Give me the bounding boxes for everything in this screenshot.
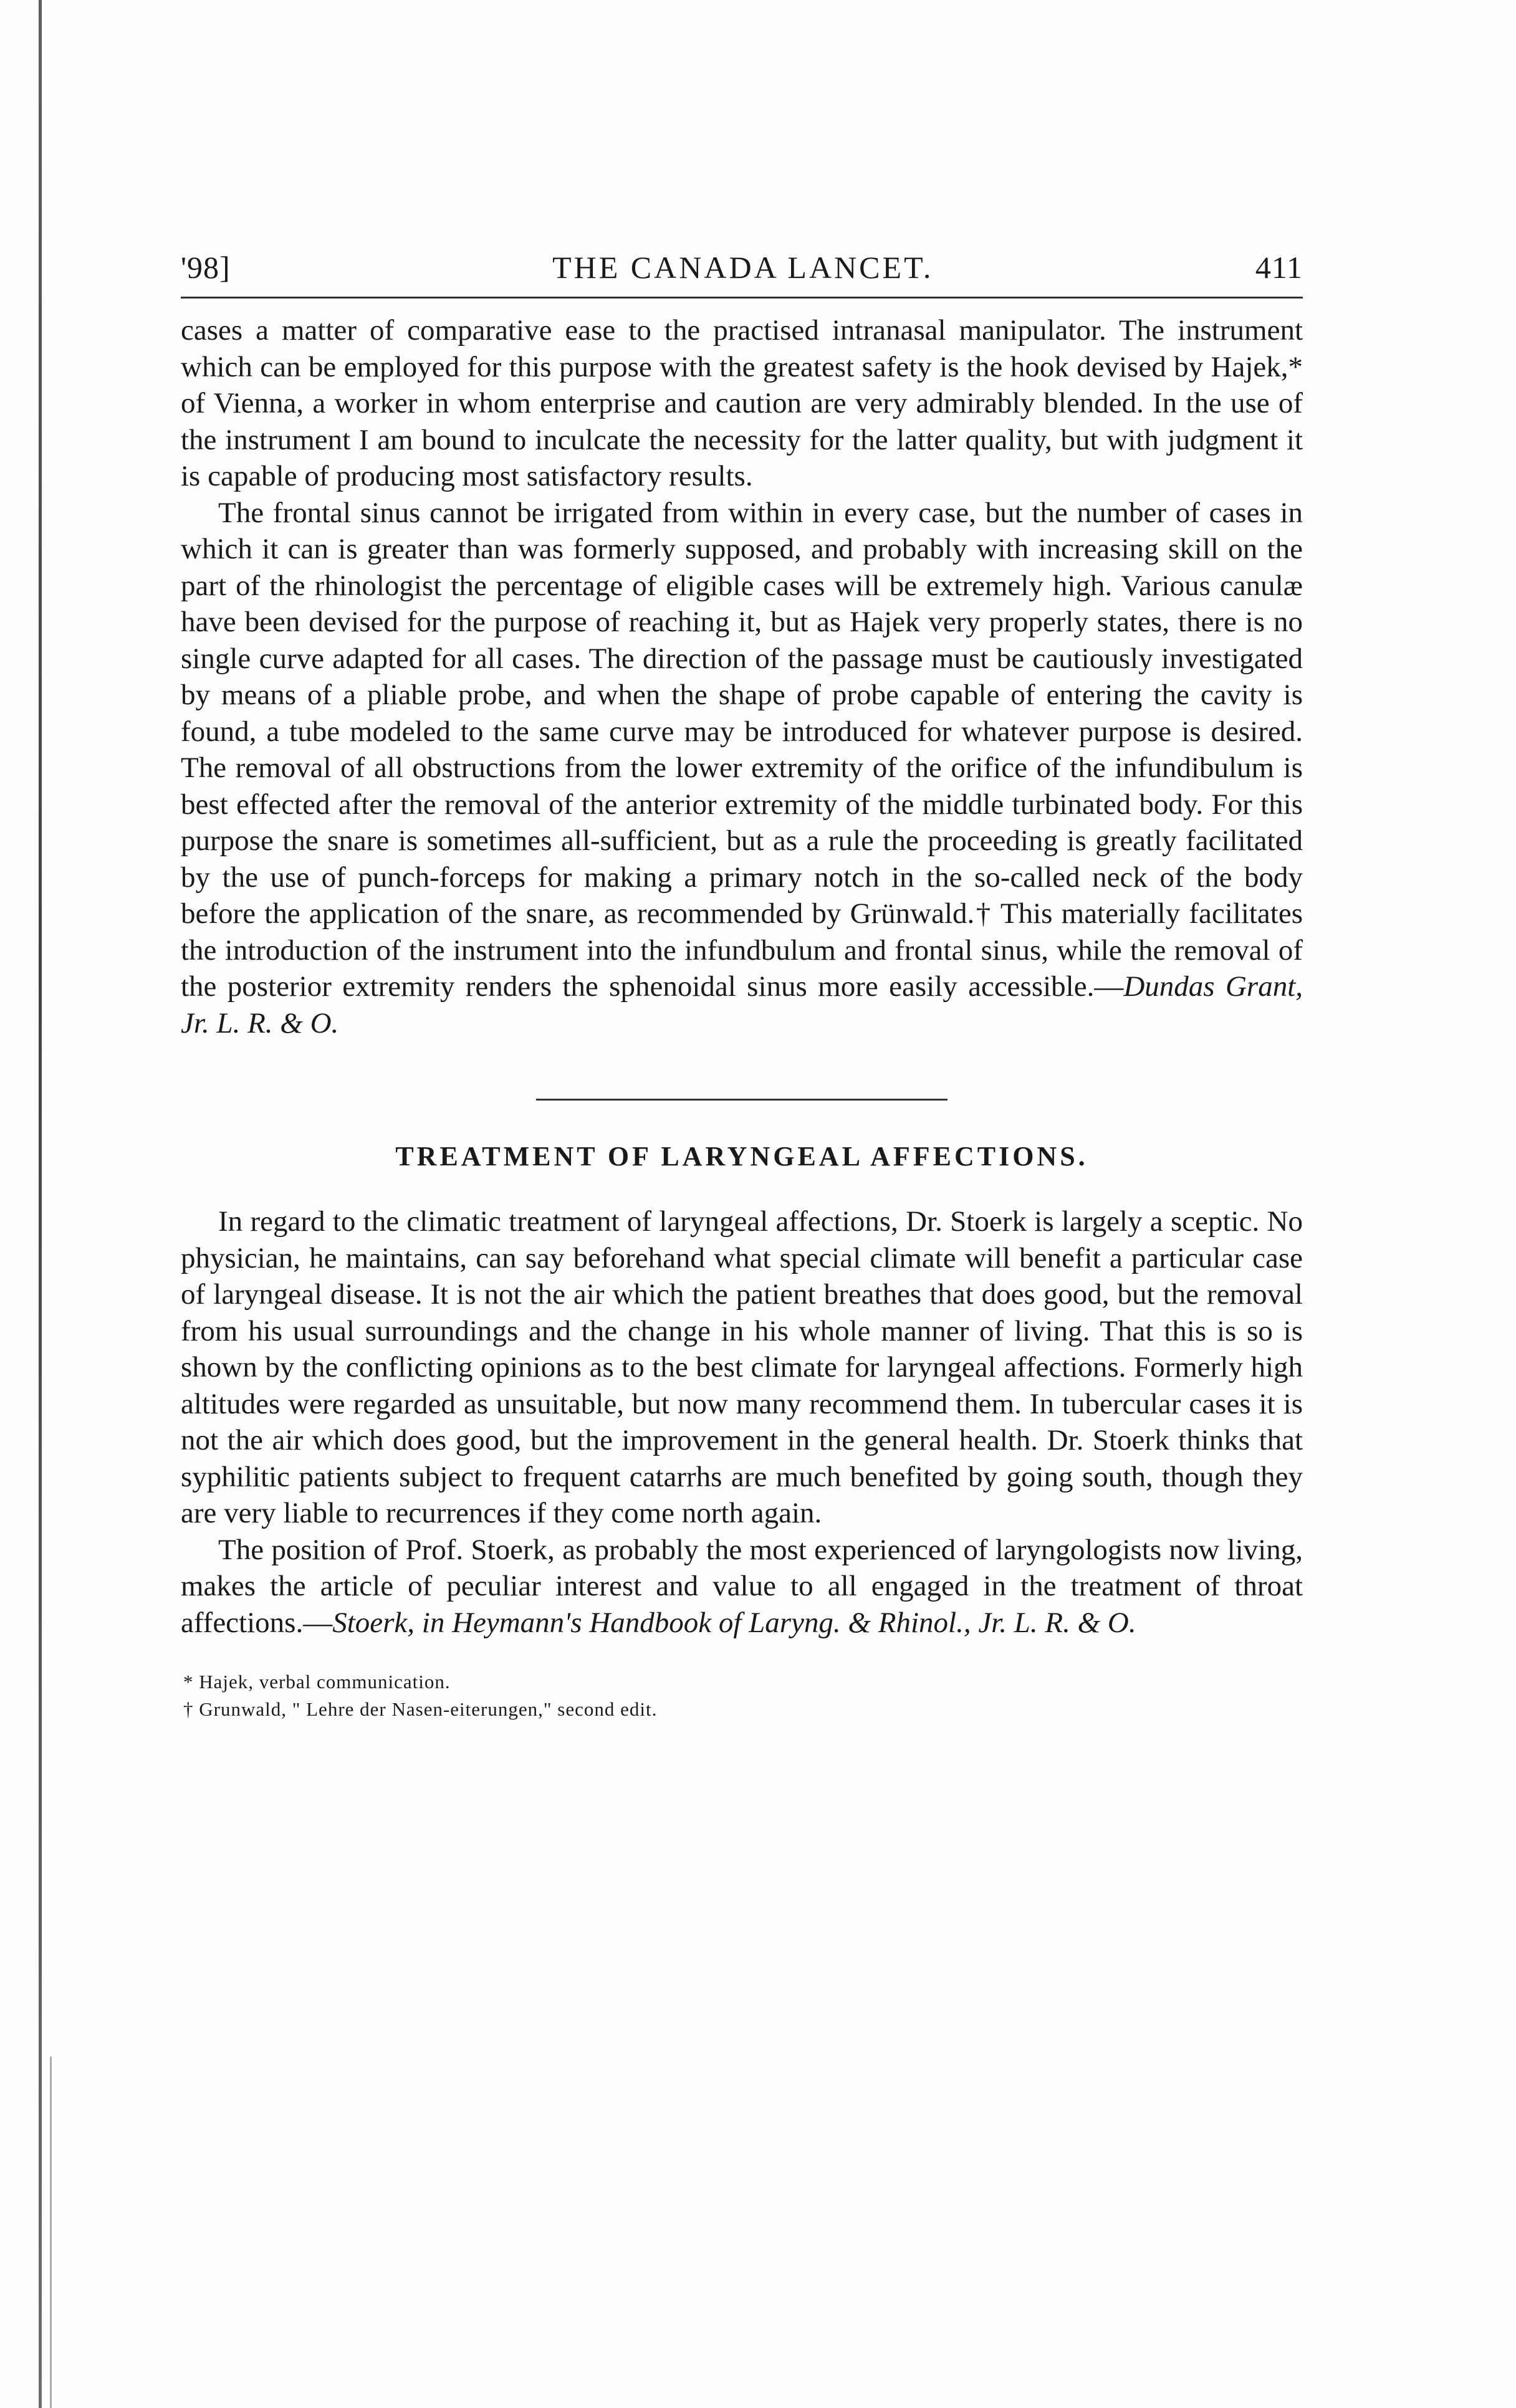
paragraph-frontal-sinus [181,495,1303,1042]
binding-edge-line [39,0,42,2408]
page-number: 411 [1255,250,1303,285]
journal-page [181,249,1303,1723]
journal-title: THE CANADA LANCET. [552,250,934,285]
footnotes [181,1668,1303,1723]
paragraph-climatic-treatment [181,1203,1303,1532]
running-header [181,249,1303,299]
paragraph-text: The position of Prof. Stoerk, as probably the most experienced of laryngologists now living, makes the article of peculiar interest and value to all engaged in the treatment of throat affections.— [181,1533,1303,1639]
paragraph-continuation [181,312,1303,495]
section-divider [536,1099,947,1101]
paragraph-text: cases a matter of comparative ease to the practised intranasal manipulator. The instrument which can be employed for this purpose with the greatest safety is the hook devised by Hajek,* of Vienna, a worker in whom enterprise and caution are very admirably blended. In the use of the instrument I am bound to inculcate the necessity for the latter quality, but with judgment it is capable of producing most satisfactory results. [181,314,1303,492]
header-year: '98] [181,250,231,285]
section-heading: TREATMENT OF LARYNGEAL AFFECTIONS. [395,1141,1088,1172]
paragraph-text: In regard to the climatic treatment of laryngeal affections, Dr. Stoerk is largely a sceptic. No physician, he maintains, can say beforehand what special climate will benefit a particular case of laryngeal disease. It is not the air which the patient breathes that does good, but the removal from his usual surroundings and the change in his whole manner of living. That this is so is shown by the conflicting opinions as to the best climate for laryngeal affections. Formerly high altitudes were regarded as unsuitable, but now many recommend them. In tubercular cases it is not the air which does good, but the improvement in the general health. Dr. Stoerk thinks that syphilitic patients subject to frequent catarrhs are much benefited by going south, though they are very liable to recurrences if they come north again. [181,1205,1303,1529]
paragraph-stoerk-position [181,1532,1303,1641]
citation-reference: Stoerk, in Heymann's Handbook of Laryng. & Rhinol., Jr. L. R. & O. [332,1606,1136,1639]
footnote-grunwald: † Grunwald, " Lehre der Nasen-eiterungen," second edit. [183,1698,658,1720]
citation-reference: Dundas Grant, Jr. L. R. & O. [181,970,1303,1039]
paragraph-text: The frontal sinus cannot be irrigated from within in every case, but the number of cases in which it can is greater than was formerly supposed, and probably with increasing skill on the part of the rhinologist the percentage of eligible cases will be extremely high. Various canulæ have been devised for the purpose of reaching it, but as Hajek very properly states, there is no single curve adapted for all cases. The direction of the passage must be cautiously investigated by means of a pliable probe, and when the shape of probe capable of entering the cavity is found, a tube modeled to the same curve may be introduced for whatever purpose is desired. The removal of all obstructions from the lower extremity of the orifice of the infundibulum is best effected after the removal of the anterior extremity of the middle turbinated body. For this purpose the snare is sometimes all-sufficient, but as a rule the proceeding is greatly facilitated by the use of punch-forceps for making a primary notch in the so-called neck of the body before the application of the snare, as recommended by Grünwald.† This materially facilitates the introduction of the instrument into the infundbulum and frontal sinus, while the removal of the posterior extremity renders the sphenoidal sinus more easily accessible.— [181,496,1303,1003]
binding-edge-line-secondary [50,2057,52,2408]
footnote-hajek: * Hajek, verbal communication. [183,1671,451,1693]
